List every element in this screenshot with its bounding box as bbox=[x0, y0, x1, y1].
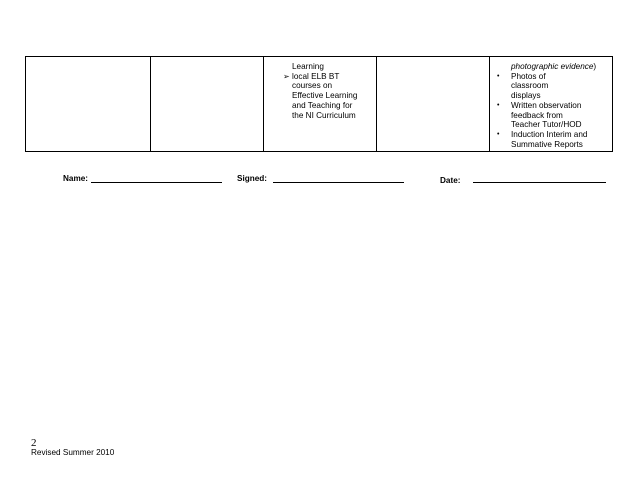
training-courses-cell bbox=[283, 62, 357, 120]
name-label: Name: bbox=[63, 174, 89, 183]
table-col-border bbox=[150, 56, 151, 152]
cell-line: the NI Curriculum bbox=[292, 110, 356, 120]
table-col-border bbox=[612, 56, 613, 152]
cell-line: Learning bbox=[292, 62, 324, 71]
table-bottom-border bbox=[25, 151, 613, 152]
evidence-cell bbox=[497, 62, 597, 149]
cell-line: ➢ local ELB BT bbox=[283, 71, 340, 81]
table-col-border bbox=[376, 56, 377, 152]
cell-line: and Teaching for bbox=[292, 100, 353, 110]
table-col-border bbox=[25, 56, 26, 152]
signed-field[interactable] bbox=[273, 182, 404, 183]
list-item: • Photos of classroom displays bbox=[497, 71, 549, 101]
page-number: 2 bbox=[31, 437, 37, 449]
revision-footer: Revised Summer 2010 bbox=[31, 448, 115, 457]
cell-line: courses on bbox=[292, 81, 333, 91]
cell-line: photographic evidence) bbox=[511, 62, 597, 71]
date-field[interactable] bbox=[473, 182, 606, 183]
cell-line: Effective Learning bbox=[292, 91, 358, 101]
list-item: • Induction Interim and Summative Reports bbox=[497, 129, 588, 149]
name-field[interactable] bbox=[91, 182, 222, 183]
table-col-border bbox=[489, 56, 490, 152]
arrow-bullet-icon: ➢ bbox=[283, 71, 290, 81]
table-top-border bbox=[25, 56, 613, 57]
list-item: • Written observation feedback from Teacher Tutor/HOD bbox=[497, 100, 582, 130]
bullet-icon: • bbox=[497, 130, 500, 138]
table-col-border bbox=[263, 56, 264, 152]
bullet-icon: • bbox=[497, 72, 500, 80]
bullet-icon: • bbox=[497, 101, 500, 109]
date-label: Date: bbox=[440, 176, 461, 185]
evidence-table bbox=[25, 56, 613, 152]
signed-label: Signed: bbox=[237, 174, 268, 183]
